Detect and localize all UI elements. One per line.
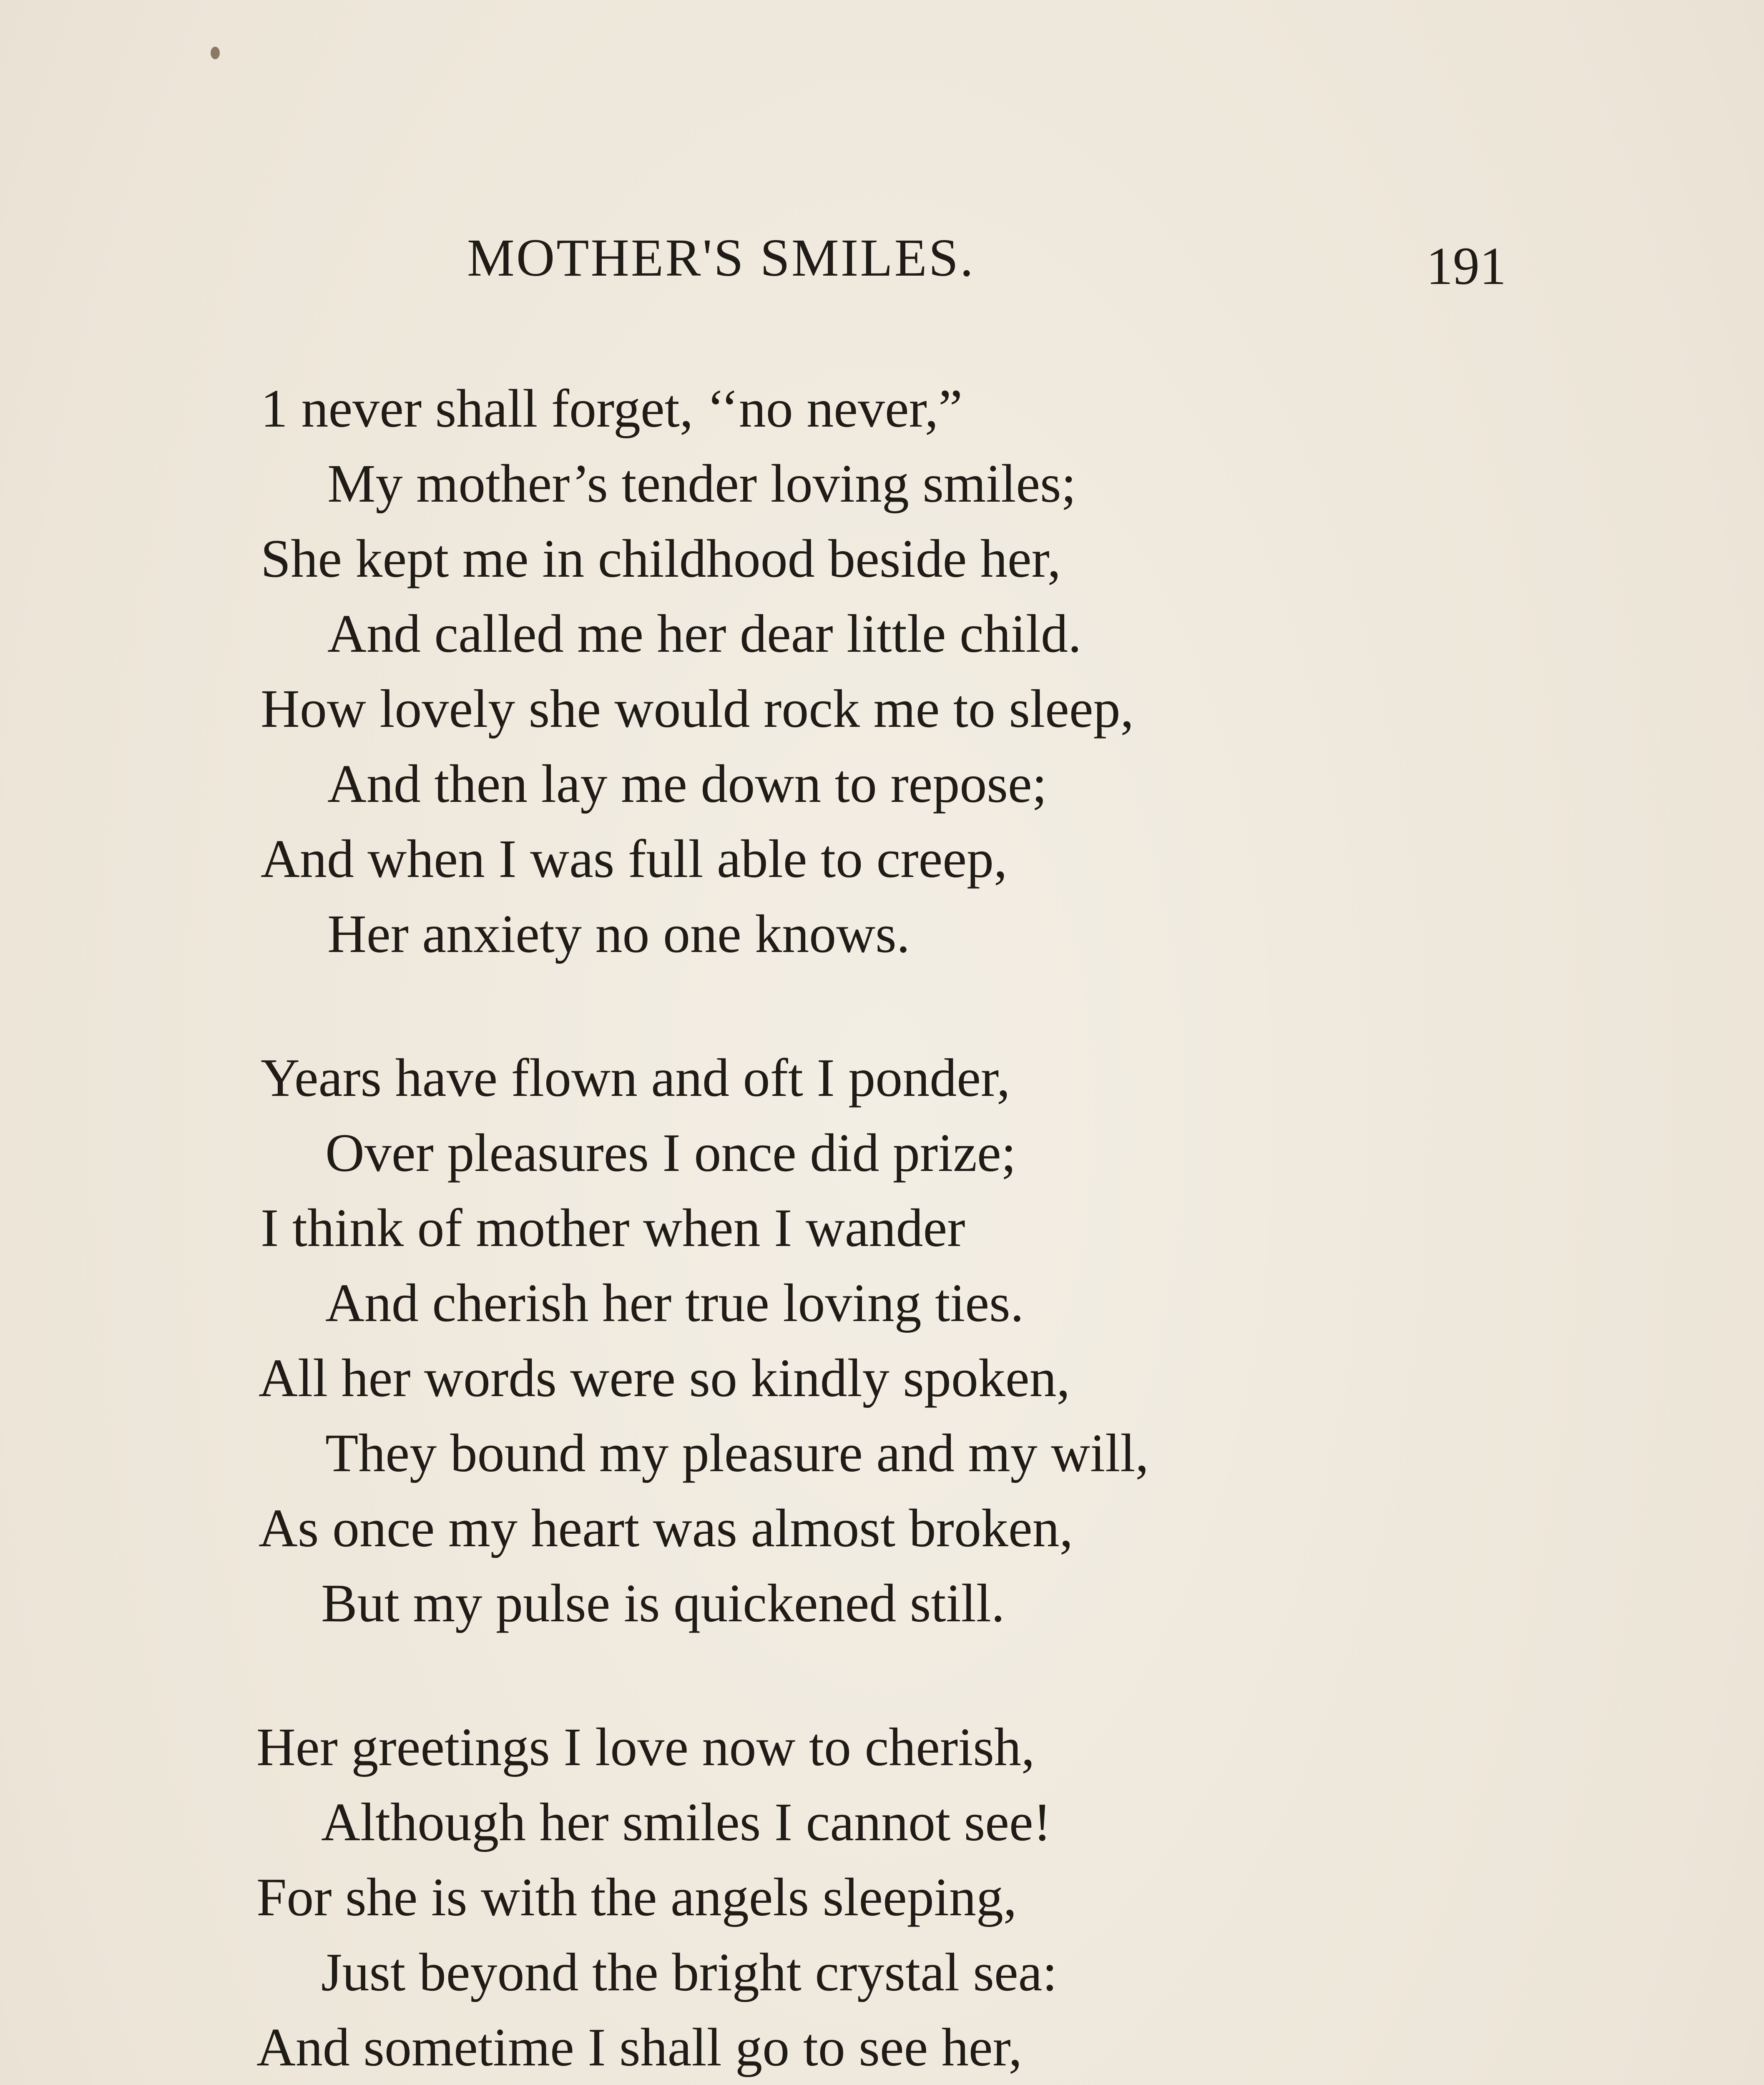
- poem-line: Although her smiles I cannot see!: [321, 1792, 1051, 1852]
- poem-line: All her words were so kindly spoken,: [259, 1348, 1070, 1408]
- poem-line: And when I was full able to creep,: [261, 829, 1008, 889]
- poem-line: My mother’s tender loving smiles;: [327, 454, 1076, 514]
- poem-line: Her greetings I love now to cherish,: [256, 1717, 1035, 1777]
- poem-line: Over pleasures I once did prize;: [325, 1123, 1016, 1183]
- poem-line: But my pulse is quickened still.: [321, 1573, 1005, 1633]
- poem-line: I think of mother when I wander: [261, 1198, 965, 1258]
- poem-line: 1 never shall forget, ‘‘no never,”: [261, 379, 962, 439]
- poem-line: And cherish her true loving ties.: [325, 1273, 1024, 1333]
- page-number: 191: [1426, 236, 1506, 296]
- poem-line: Just beyond the bright crystal sea:: [321, 1942, 1058, 2002]
- poem-line: And called me her dear little child.: [327, 604, 1082, 664]
- poem-line: Years have flown and oft I ponder,: [261, 1048, 1010, 1108]
- poem-line: As once my heart was almost broken,: [259, 1498, 1073, 1558]
- poem-line: And sometime I shall go to see her,: [256, 2017, 1023, 2077]
- poem-line: They bound my pleasure and my will,: [325, 1423, 1149, 1483]
- poem-line: For she is with the angels sleeping,: [256, 1867, 1017, 1927]
- poem-line: Her anxiety no one knows.: [327, 904, 910, 964]
- poem-line: How lovely she would rock me to sleep,: [261, 679, 1134, 739]
- poem-line: And then lay me down to repose;: [327, 754, 1047, 814]
- running-head: MOTHER'S SMILES.: [467, 228, 975, 287]
- poem-line: She kept me in childhood beside her,: [261, 529, 1061, 589]
